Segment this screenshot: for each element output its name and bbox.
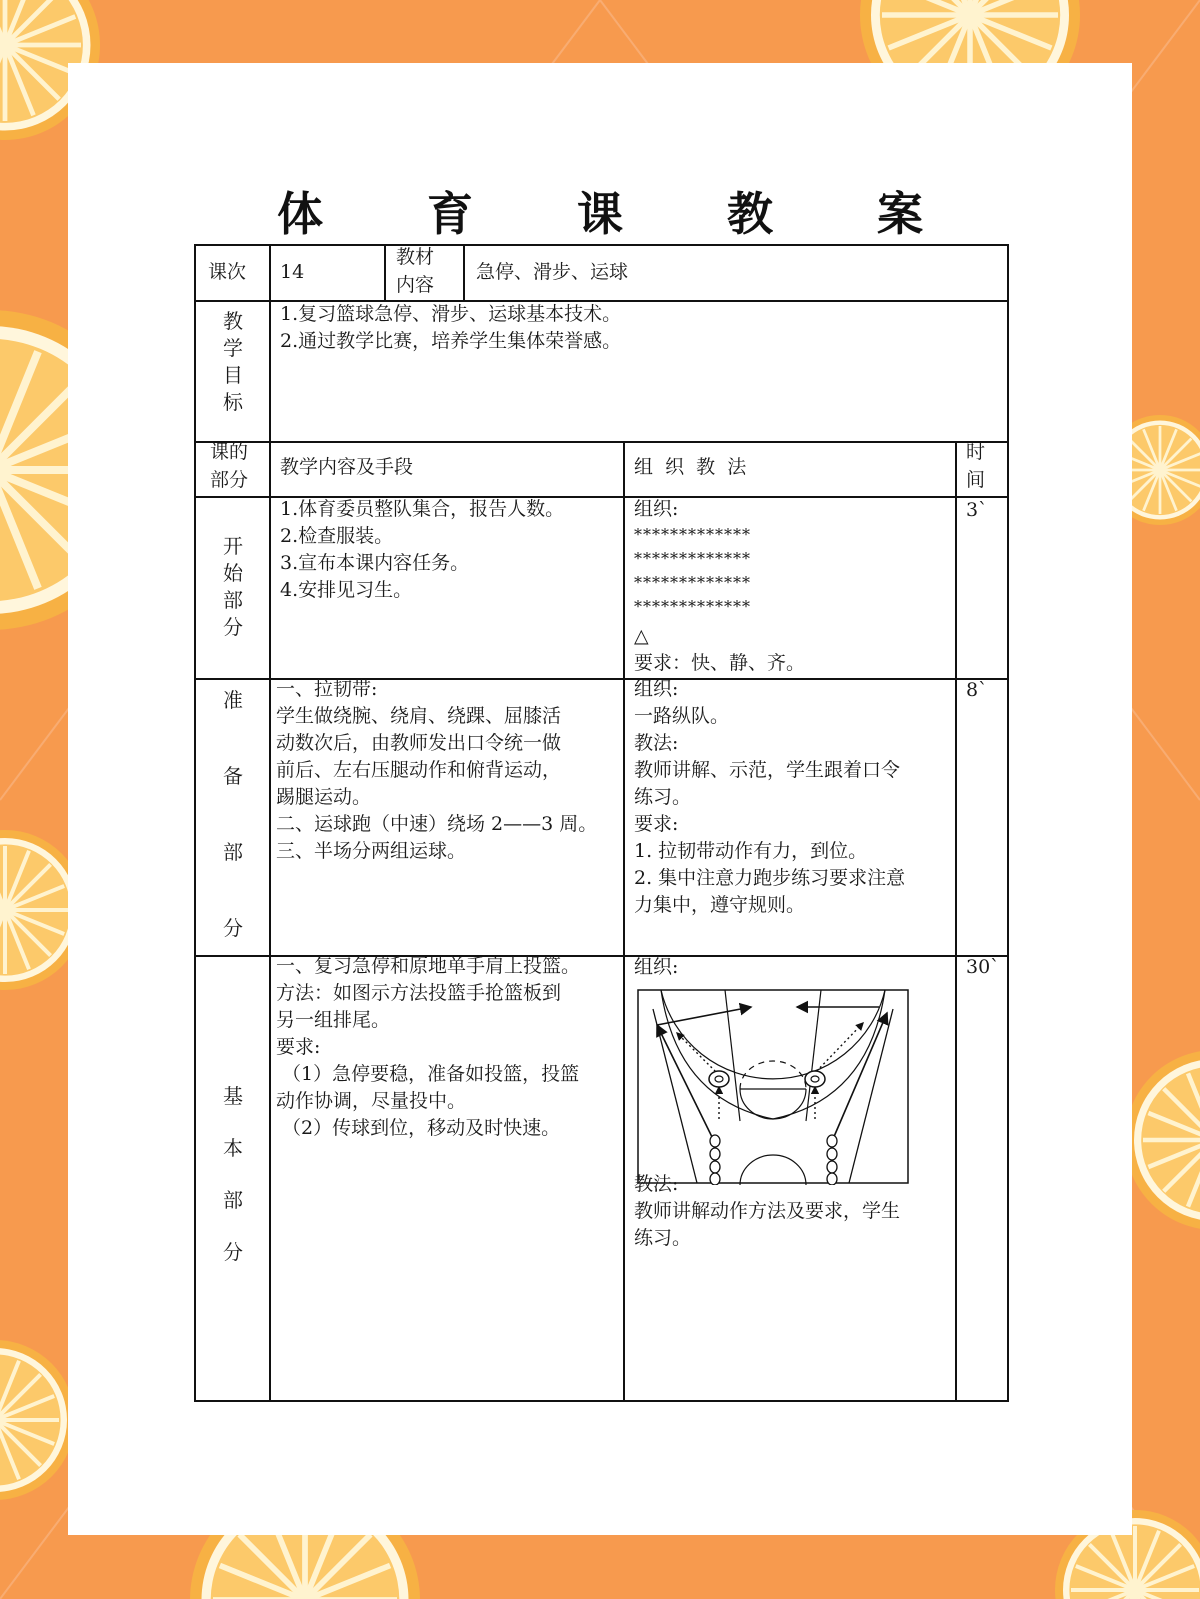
method-header: 组 织 教 法 bbox=[634, 456, 747, 478]
objectives-label-char: 教 bbox=[223, 309, 243, 333]
lesson-number-value: 14 bbox=[280, 261, 305, 283]
method-line: 教师讲解动作方法及要求，学生 bbox=[634, 1200, 901, 1222]
formation-row: ************* bbox=[634, 597, 751, 616]
method-line: 要求: bbox=[634, 813, 679, 835]
content-line: 动作协调，尽量投中。 bbox=[276, 1090, 467, 1112]
material-label-line2: 内容 bbox=[396, 274, 435, 296]
method-line: 练习。 bbox=[634, 1227, 692, 1249]
lesson-number-label: 课次 bbox=[208, 261, 247, 283]
objective-item: 2.通过教学比赛，培养学生集体荣誉感。 bbox=[280, 330, 622, 352]
content-line: 另一组排尾。 bbox=[276, 1009, 391, 1031]
part-header-line2: 部分 bbox=[210, 469, 249, 491]
method-line: 组织: bbox=[634, 678, 679, 700]
method-line: 要求：快、静、齐。 bbox=[634, 652, 806, 674]
start-part-label-char: 始 bbox=[223, 561, 243, 585]
warmup-part-label-char: 准 bbox=[223, 688, 243, 712]
objectives-label bbox=[196, 308, 270, 416]
formation-row: ************* bbox=[634, 573, 751, 592]
start-part-label-char: 部 bbox=[223, 588, 243, 612]
main-part-label-char: 部 bbox=[223, 1188, 243, 1212]
content-line: 2.检查服装。 bbox=[280, 525, 394, 547]
content-line: 一、复习急停和原地单手肩上投篮。 bbox=[276, 955, 581, 977]
warmup-part-method bbox=[634, 676, 905, 919]
teacher-triangle-icon: △ bbox=[634, 625, 649, 647]
warmup-part-label-char: 部 bbox=[223, 840, 243, 864]
start-part-label-char: 开 bbox=[223, 534, 243, 558]
main-part-label-char: 基 bbox=[223, 1084, 243, 1108]
content-line: 1.体育委员整队集合，报告人数。 bbox=[280, 498, 565, 520]
column-divider bbox=[384, 246, 386, 301]
time-header-line2: 间 bbox=[966, 469, 986, 491]
lesson-plan-table bbox=[194, 244, 1009, 1402]
start-part-content bbox=[280, 496, 564, 604]
method-line: 组织: bbox=[634, 498, 679, 520]
method-line: 教法: bbox=[634, 732, 679, 754]
content-line: （2）传球到位，移动及时快速。 bbox=[276, 1117, 561, 1139]
content-line: 二、运球跑（中速）绕场 2——3 周。 bbox=[276, 813, 598, 835]
content-line: 一、拉韧带: bbox=[276, 678, 378, 700]
material-content: 急停、滑步、运球 bbox=[476, 261, 629, 283]
method-line: 教师讲解、示范，学生跟着口令 bbox=[634, 759, 901, 781]
start-part-time: 3` bbox=[966, 499, 988, 521]
warmup-part-label-char: 备 bbox=[223, 764, 243, 788]
warmup-part-content bbox=[276, 676, 597, 865]
column-divider bbox=[463, 246, 465, 301]
method-line: 练习。 bbox=[634, 786, 692, 808]
column-divider bbox=[623, 441, 625, 1400]
content-line: 前后、左右压腿动作和俯背运动， bbox=[276, 759, 562, 781]
basketball-drill-diagram bbox=[637, 989, 909, 1185]
content-line: 方法：如图示方法投篮手抢篮板到 bbox=[276, 982, 562, 1004]
part-header-line1: 课的 bbox=[210, 441, 249, 463]
objectives-label-char: 目 bbox=[223, 363, 243, 387]
objectives-label-char: 学 bbox=[223, 336, 243, 360]
method-line: 2. 集中注意力跑步练习要求注意 bbox=[634, 867, 906, 889]
content-line: （1）急停要稳，准备如投篮，投篮 bbox=[276, 1063, 580, 1085]
formation-row: ************* bbox=[634, 525, 751, 544]
content-line: 3.宣布本课内容任务。 bbox=[280, 552, 470, 574]
objectives-label-char: 标 bbox=[223, 390, 243, 414]
method-line: 1. 拉韧带动作有力，到位。 bbox=[634, 840, 868, 862]
content-line: 要求: bbox=[276, 1036, 321, 1058]
content-line: 三、半场分两组运球。 bbox=[276, 840, 467, 862]
objective-item: 1.复习篮球急停、滑步、运球基本技术。 bbox=[280, 303, 622, 325]
material-label-line1: 教材 bbox=[396, 246, 435, 268]
content-line: 4.安排见习生。 bbox=[280, 579, 413, 601]
main-part-time: 30` bbox=[966, 956, 1000, 978]
start-part-method bbox=[634, 496, 805, 677]
start-part-label bbox=[196, 533, 270, 641]
content-line: 动数次后，由教师发出口令统一做 bbox=[276, 732, 562, 754]
method-line: 力集中，遵守规则。 bbox=[634, 894, 806, 916]
content-line: 学生做绕腕、绕肩、绕踝、屈膝活 bbox=[276, 705, 562, 727]
main-part-method-title: 组织: bbox=[634, 956, 679, 978]
main-part-method bbox=[634, 1171, 900, 1252]
warmup-part-label-char: 分 bbox=[223, 916, 243, 940]
main-part-content bbox=[276, 953, 580, 1142]
main-part-label-char: 本 bbox=[223, 1136, 243, 1160]
row-divider bbox=[196, 441, 1007, 443]
warmup-part-time: 8` bbox=[966, 679, 988, 701]
method-line: 教法: bbox=[634, 1173, 679, 1195]
formation-row: ************* bbox=[634, 549, 751, 568]
column-divider bbox=[269, 246, 271, 1400]
column-divider bbox=[955, 441, 957, 1400]
content-line: 踢腿运动。 bbox=[276, 786, 372, 808]
main-part-label-char: 分 bbox=[223, 1240, 243, 1264]
time-header-line1: 时 bbox=[966, 441, 986, 463]
start-part-label-char: 分 bbox=[223, 615, 243, 639]
method-line: 一路纵队。 bbox=[634, 705, 730, 727]
content-header: 教学内容及手段 bbox=[280, 456, 414, 478]
page-title: 体 育 课 教 案 bbox=[276, 187, 968, 241]
